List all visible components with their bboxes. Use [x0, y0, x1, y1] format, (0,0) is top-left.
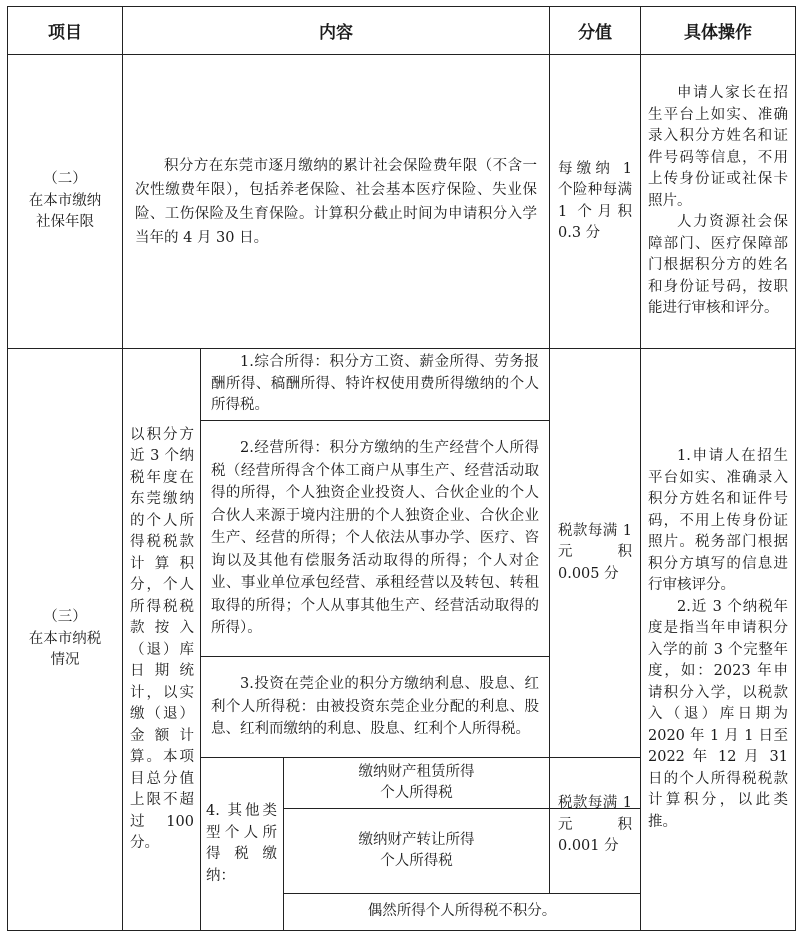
row2-sub3-text: 3.投资在莞企业的积分方缴纳利息、股息、红利个人所得税：由被投资东莞企业分配的利息、股息、红利而缴纳的利息、股息、红利个人所得税。 [211, 676, 539, 738]
header-operation: 具体操作 [684, 23, 752, 43]
row2-sub4-label [201, 758, 283, 930]
row2-sub1 [201, 349, 549, 420]
row1-operation-p2: 人力资源社会保障部门、医疗保障部门根据积分方的姓名和身份证号码，按职能进行审核和评分。 [648, 214, 788, 317]
row2-operation-p2: 2.近 3 个纳税年度是指当年申请积分入学的前 3 个完整年度，如：2023 年申请积分入学，以税款入（退）库日期为2020 年 1 月 1 日至 2022 年 12 月 31 日的个人所得税税款计算积分，以此类推。 [648, 598, 788, 830]
row2-score2-text: 税款每满 1 元积 0.001 分 [558, 795, 632, 855]
row2-sub4a [284, 758, 549, 808]
table-border [7, 930, 796, 931]
row2-sub4-label-text: 4. 其他类型个人所得税缴纳： [206, 803, 277, 884]
header-content: 内容 [319, 23, 353, 43]
row1-content [123, 55, 549, 348]
header-score: 分值 [578, 23, 612, 43]
row2-desc [123, 349, 200, 930]
row2-sub5 [284, 894, 640, 930]
row1-operation [641, 55, 795, 348]
row2-sub4b-text: 缴纳财产转让所得 个人所得税 [358, 831, 475, 869]
row2-operation-p1: 1.申请人在招生平台如实、准确录入积分方姓名和证件号码，不用上传身份证照片。税务部门根据积分方填写的信息进行审核评分。 [648, 448, 788, 593]
row2-score2 [550, 758, 640, 893]
row2-sub4a-text: 缴纳财产租赁所得 个人所得税 [358, 763, 475, 801]
row2-sub5-text: 偶然所得个人所得税不积分。 [367, 903, 557, 920]
header-item: 项目 [48, 23, 82, 43]
row2-item [8, 349, 122, 930]
row2-operation-body [648, 446, 788, 833]
row2-score1-text: 税款每满 1 元积 0.005 分 [558, 522, 632, 582]
row2-operation [641, 349, 795, 930]
row2-sub3 [201, 657, 549, 757]
row1-score-text: 每缴纳 1 个险种每满 1 个月积 0.3 分 [558, 160, 632, 241]
row2-sub2 [201, 421, 549, 656]
row2-sub4b [284, 809, 549, 893]
row2-sub1-text: 1.综合所得：积分方工资、薪金所得、劳务报酬所得、稿酬所得、特许权使用费所得缴纳的个人所得税。 [211, 354, 539, 414]
row1-operation-body [648, 83, 788, 320]
row2-desc-text: 以积分方近 3 个纳税年度在东莞缴纳的个人所得税税款计算积分，个人所得税税款按入（退）库日期统计，以实缴（退）金额计算。本项目总分值上限不超过 100分。 [130, 426, 194, 851]
table-border [795, 6, 796, 931]
row2-item-text: （三） 在本市纳税 情况 [28, 609, 102, 669]
row1-item-text: （二） 在本市缴纳 社保年限 [28, 171, 102, 231]
row1-item [8, 55, 122, 348]
row2-score1 [550, 349, 640, 757]
row1-content-text: 积分方在东莞市逐月缴纳的累计社会保险费年限（不含一次性缴费年限），包括养老保险、社会基本医疗保险、失业保险、工伤保险及生育保险。计算积分截止时间为申请积分入学当年的 4 月 30 日。 [135, 157, 537, 246]
row2-sub2-text: 2.经营所得：积分方缴纳的生产经营个人所得税（经营所得含个体工商户从事生产、经营活动取得的所得，个人独资企业投资人、合伙企业的个人合伙人来源于境内注册的个人独资企业、合伙企业生产、经营的所得；个人依法从事办学、医疗、咨询以及其他有偿服务活动取得的所得；个人对企业、事业单位承包经营、承租经营以及转包、转租取得的所得；个人从事其他生产、经营活动取得的所得）。 [211, 440, 539, 637]
row1-operation-p1: 申请人家长在招生平台上如实、准确录入积分方姓名和证件号码等信息，不用上传身份证或社保卡照片。 [648, 85, 788, 209]
row1-score [550, 55, 640, 348]
